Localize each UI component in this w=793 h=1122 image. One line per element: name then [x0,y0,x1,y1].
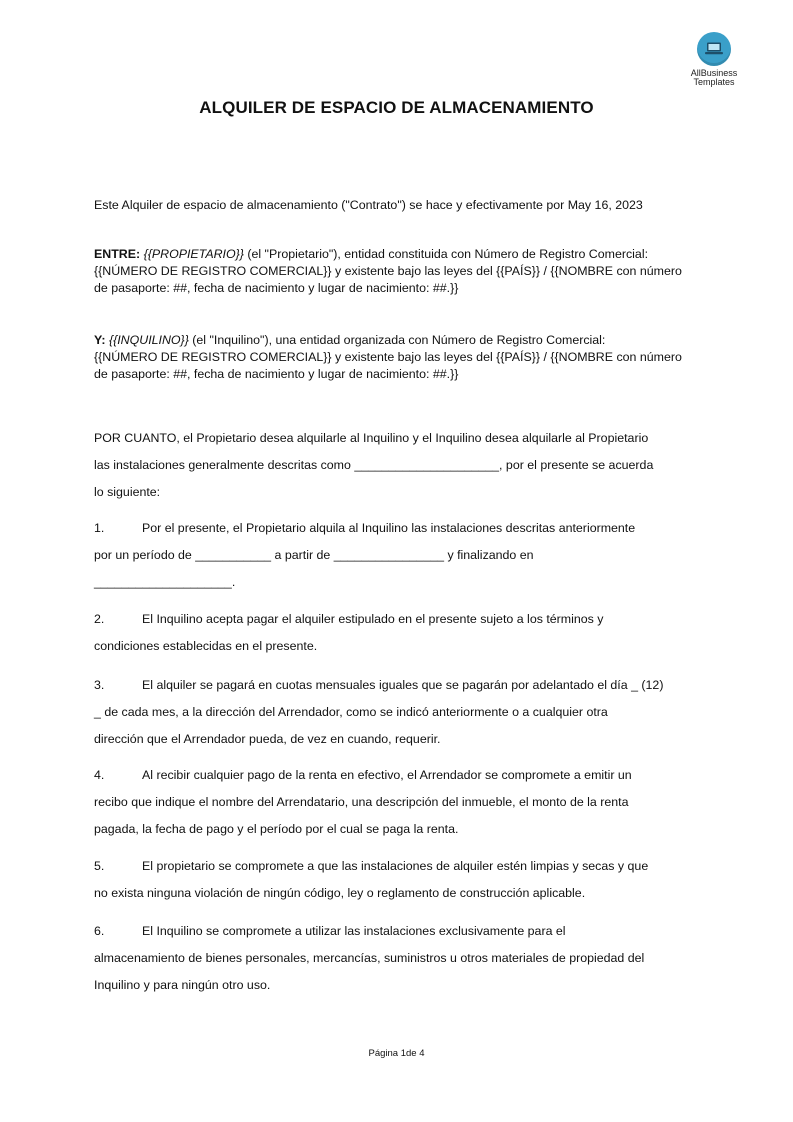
clause-line: Inquilino y para ningún otro uso. [94,978,271,992]
clause-2 [94,606,704,660]
document-title: ALQUILER DE ESPACIO DE ALMACENAMIENTO [199,98,594,117]
entre-label: ENTRE: [94,247,141,261]
clause-line: El Inquilino se compromete a utilizar las instalaciones exclusivamente para el [142,924,566,938]
clause-line: Por el presente, el Propietario alquila al Inquilino las instalaciones descritas anteriormente [142,521,636,535]
whereas-paragraph [94,425,704,506]
entre-paragraph [94,246,704,297]
clause-line: pagada, la fecha de pago y el período por el cual se paga la renta. [94,822,459,836]
clause-line: no exista ninguna violación de ningún código, ley o reglamento de construcción aplicable. [94,886,586,900]
entre-line-2: {{NÚMERO DE REGISTRO COMERCIAL}} y existente bajo las leyes del {{PAÍS}} / {{NOMBRE con número [94,264,682,278]
whereas-line-3: lo siguiente: [94,485,161,499]
clause-number: 4. [94,768,105,782]
clause-line: recibo que indique el nombre del Arrendatario, una descripción del inmueble, el monto de la renta [94,795,629,809]
entre-line-3: de pasaporte: ##, fecha de nacimiento y lugar de nacimiento: ##.}} [94,281,459,295]
y-label: Y: [94,333,106,347]
intro-text: Este Alquiler de espacio de almacenamiento ("Contrato") se hace y efectivamente por May 16, 2023 [94,198,643,212]
logo-line-2: Templates [693,77,735,87]
clause-number: 3. [94,678,105,692]
clause-line: _ de cada mes, a la dirección del Arrendador, como se indicó anteriormente o a cualquier otra [94,705,608,719]
entre-line-1-text: (el "Propietario"), entidad constituida con Número de Registro Comercial: [243,247,649,261]
clause-3 [94,672,704,753]
clause-number: 2. [94,612,105,626]
entre-line-1 [94,246,704,263]
clause-6 [94,918,704,999]
clause-line: El propietario se compromete a que las instalaciones de alquiler estén limpias y secas y que [142,859,649,873]
clause-line: El Inquilino acepta pagar el alquiler estipulado en el presente sujeto a los términos y [142,612,604,626]
logo-text [683,69,745,87]
clause-line: dirección que el Arrendador pueda, de vez en cuando, requerir. [94,732,441,746]
whereas-line-2: las instalaciones generalmente descritas como _____________________, por el presente se acuerda [94,458,654,472]
clause-number: 6. [94,924,105,938]
clause-number: 5. [94,859,105,873]
laptop-icon [697,32,731,66]
clause-line: condiciones establecidas en el presente. [94,639,318,653]
clause-line: almacenamiento de bienes personales, mercancías, suministros u otros materiales de propiedad del [94,951,645,965]
clause-line: Al recibir cualquier pago de la renta en efectivo, el Arrendador se compromete a emitir un [142,768,632,782]
logo-line-1: AllBusiness [690,68,738,78]
y-line-1-text: (el "Inquilino"), una entidad organizada con Número de Registro Comercial: [188,333,606,347]
intro-paragraph [94,197,704,214]
clause-1 [94,515,704,596]
y-paragraph [94,332,704,383]
brand-logo [683,32,745,87]
entre-party: {{PROPIETARIO}} [143,247,244,261]
clause-4 [94,762,704,843]
clause-line: ____________________. [94,575,236,589]
page-number: Página 1de 4 [368,1048,425,1059]
y-line-2: {{NÚMERO DE REGISTRO COMERCIAL}} y existente bajo las leyes del {{PAÍS}} / {{NOMBRE con número [94,350,682,364]
clause-line: El alquiler se pagará en cuotas mensuales iguales que se pagarán por adelantado el día _ (12) [142,678,664,692]
y-line-1 [94,332,704,349]
whereas-line-1: POR CUANTO, el Propietario desea alquilarle al Inquilino y el Inquilino desea alquilarle al Propietario [94,431,649,445]
clause-5 [94,853,704,907]
y-party: {{INQUILINO}} [108,333,189,347]
clause-line: por un período de ___________ a partir de ________________ y finalizando en [94,548,534,562]
y-line-3: de pasaporte: ##, fecha de nacimiento y lugar de nacimiento: ##.}} [94,367,459,381]
clause-number: 1. [94,521,105,535]
